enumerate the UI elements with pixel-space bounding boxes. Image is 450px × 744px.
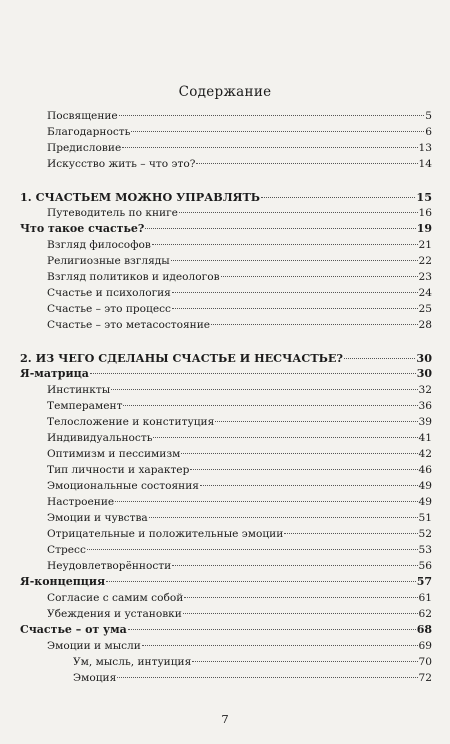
toc-entry-label: Стресс [47, 544, 86, 556]
toc-entry-page: 22 [418, 255, 432, 267]
toc-entry-page: 56 [418, 560, 432, 572]
toc-entry[interactable] [20, 606, 432, 622]
toc-entry[interactable] [20, 189, 432, 205]
toc-entry-label: Телосложение и конституция [47, 416, 215, 428]
toc-entry-page: 41 [418, 432, 432, 444]
dot-leader [123, 405, 417, 406]
table-of-contents [20, 108, 432, 686]
toc-entry-page: 46 [418, 464, 432, 476]
toc-entry[interactable] [20, 382, 432, 398]
toc-entry-label: Отрицательные и положительные эмоции [47, 528, 284, 540]
toc-entry-page: 61 [418, 592, 432, 604]
toc-entry-label: Искусство жить – что это? [47, 158, 196, 170]
toc-entry-label: Эмоциональные состояния [47, 480, 199, 492]
toc-entry[interactable] [20, 494, 432, 510]
toc-entry-label: Посвящение [47, 110, 118, 122]
toc-title: Содержание [178, 84, 272, 100]
dot-leader [179, 212, 418, 213]
toc-entry[interactable] [20, 478, 432, 494]
dot-leader [106, 581, 416, 582]
toc-entry-label: Темперамент [47, 400, 123, 412]
toc-entry[interactable] [20, 221, 432, 237]
toc-entry-page: 32 [418, 384, 432, 396]
toc-entry[interactable] [20, 108, 432, 124]
toc-entry-page: 62 [418, 608, 432, 620]
toc-entry-label: Путеводитель по книге [47, 207, 178, 219]
toc-entry-label: Эмоции и мысли [47, 640, 141, 652]
toc-entry[interactable] [20, 622, 432, 638]
dot-leader [142, 645, 418, 646]
toc-entry[interactable] [20, 558, 432, 574]
toc-entry-label: Настроение [47, 496, 115, 508]
toc-entry-page: 49 [418, 496, 432, 508]
toc-entry[interactable] [20, 654, 432, 670]
toc-entry-label: Я-концепция [20, 575, 106, 588]
toc-entry-page: 5 [425, 110, 432, 122]
toc-entry-label: Что такое счастье? [20, 222, 145, 235]
toc-entry-page: 23 [418, 271, 432, 283]
dot-leader [344, 358, 415, 359]
toc-entry-label: 1. СЧАСТЬЕМ МОЖНО УПРАВЛЯТЬ [20, 190, 261, 204]
toc-entry-label: Убеждения и установки [47, 608, 182, 620]
toc-entry[interactable] [20, 574, 432, 590]
dot-leader [284, 533, 417, 534]
toc-entry-page: 6 [425, 126, 432, 138]
toc-entry-page: 36 [418, 400, 432, 412]
toc-entry-label: Тип личности и характер [47, 464, 190, 476]
dot-leader [190, 469, 417, 470]
dot-leader [122, 147, 417, 148]
toc-entry[interactable] [20, 366, 432, 382]
toc-entry-label: Эмоции и чувства [47, 512, 148, 524]
toc-entry-page: 15 [416, 190, 432, 204]
toc-entry[interactable] [20, 446, 432, 462]
dot-leader [200, 485, 418, 486]
toc-entry-page: 57 [416, 575, 432, 588]
toc-entry-page: 72 [418, 672, 432, 684]
toc-entry-label: Эмоция [73, 672, 117, 684]
dot-leader [261, 197, 415, 198]
toc-entry-page: 13 [418, 142, 432, 154]
toc-entry-label: 2. ИЗ ЧЕГО СДЕЛАНЫ СЧАСТЬЕ И НЕСЧАСТЬЕ? [20, 351, 343, 365]
toc-entry-page: 16 [418, 207, 432, 219]
toc-entry-page: 69 [418, 640, 432, 652]
dot-leader [172, 292, 418, 293]
toc-entry[interactable] [20, 253, 432, 269]
toc-entry-page: 42 [418, 448, 432, 460]
toc-entry-page: 53 [418, 544, 432, 556]
toc-entry-page: 19 [416, 222, 432, 235]
dot-leader [131, 131, 424, 132]
toc-entry[interactable] [20, 414, 432, 430]
toc-entry[interactable] [20, 237, 432, 253]
toc-entry[interactable] [20, 462, 432, 478]
dot-leader [183, 613, 418, 614]
dot-leader [128, 629, 416, 630]
toc-entry-label: Инстинкты [47, 384, 111, 396]
dot-leader [211, 324, 417, 325]
toc-entry[interactable] [20, 510, 432, 526]
toc-entry[interactable] [20, 670, 432, 686]
toc-entry[interactable] [20, 269, 432, 285]
toc-entry-label: Счастье – это процесс [47, 303, 171, 315]
dot-leader [115, 501, 417, 502]
toc-entry-label: Предисловие [47, 142, 122, 154]
toc-entry-label: Ум, мысль, интуиция [73, 656, 192, 668]
dot-leader [172, 565, 417, 566]
toc-entry[interactable] [20, 542, 432, 558]
toc-entry-label: Индивидуальность [47, 432, 153, 444]
dot-leader [152, 244, 418, 245]
page-number: 7 [221, 712, 229, 726]
dot-leader [171, 260, 418, 261]
toc-entry-label: Я-матрица [20, 367, 89, 380]
toc-entry[interactable] [20, 398, 432, 414]
dot-leader [172, 308, 418, 309]
toc-entry[interactable] [20, 140, 432, 156]
toc-entry-page: 25 [418, 303, 432, 315]
toc-entry-page: 21 [418, 239, 432, 251]
toc-entry-page: 52 [418, 528, 432, 540]
toc-entry-page: 24 [418, 287, 432, 299]
dot-leader [117, 677, 417, 678]
toc-entry-label: Оптимизм и пессимизм [47, 448, 181, 460]
group-spacer [20, 172, 432, 189]
toc-entry[interactable] [20, 590, 432, 606]
toc-entry-page: 51 [418, 512, 432, 524]
toc-entry-label: Неудовлетворённости [47, 560, 172, 572]
toc-entry-page: 68 [416, 623, 432, 636]
toc-entry-page: 39 [418, 416, 432, 428]
toc-entry[interactable] [20, 301, 432, 317]
toc-entry-page: 70 [418, 656, 432, 668]
toc-entry-label: Счастье и психология [47, 287, 171, 299]
dot-leader [153, 437, 417, 438]
toc-entry[interactable] [20, 430, 432, 446]
toc-entry-label: Счастье – это метасостояние [47, 319, 211, 331]
dot-leader [221, 276, 418, 277]
toc-entry-label: Благодарность [47, 126, 131, 138]
toc-entry-label: Религиозные взгляды [47, 255, 170, 267]
group-spacer [20, 333, 432, 350]
dot-leader [196, 163, 417, 164]
toc-entry[interactable] [20, 124, 432, 140]
toc-entry-page: 14 [418, 158, 432, 170]
toc-entry[interactable] [20, 317, 432, 333]
dot-leader [90, 373, 416, 374]
dot-leader [181, 453, 417, 454]
toc-entry-label: Согласие с самим собой [47, 592, 184, 604]
toc-entry-label: Счастье – от ума [20, 623, 127, 636]
toc-entry[interactable] [20, 285, 432, 301]
toc-entry[interactable] [20, 638, 432, 654]
toc-entry-page: 49 [418, 480, 432, 492]
toc-entry[interactable] [20, 156, 432, 172]
dot-leader [111, 389, 417, 390]
dot-leader [184, 597, 417, 598]
dot-leader [215, 421, 417, 422]
dot-leader [192, 661, 417, 662]
dot-leader [149, 517, 418, 518]
dot-leader [119, 115, 425, 116]
toc-entry-page: 30 [416, 367, 432, 380]
dot-leader [145, 228, 415, 229]
toc-entry[interactable] [20, 205, 432, 221]
toc-entry[interactable] [20, 350, 432, 366]
toc-entry-page: 30 [416, 351, 432, 365]
toc-entry[interactable] [20, 526, 432, 542]
toc-entry-label: Взгляд философов [47, 239, 151, 251]
toc-entry-page: 28 [418, 319, 432, 331]
toc-entry-label: Взгляд политиков и идеологов [47, 271, 220, 283]
dot-leader [87, 549, 418, 550]
